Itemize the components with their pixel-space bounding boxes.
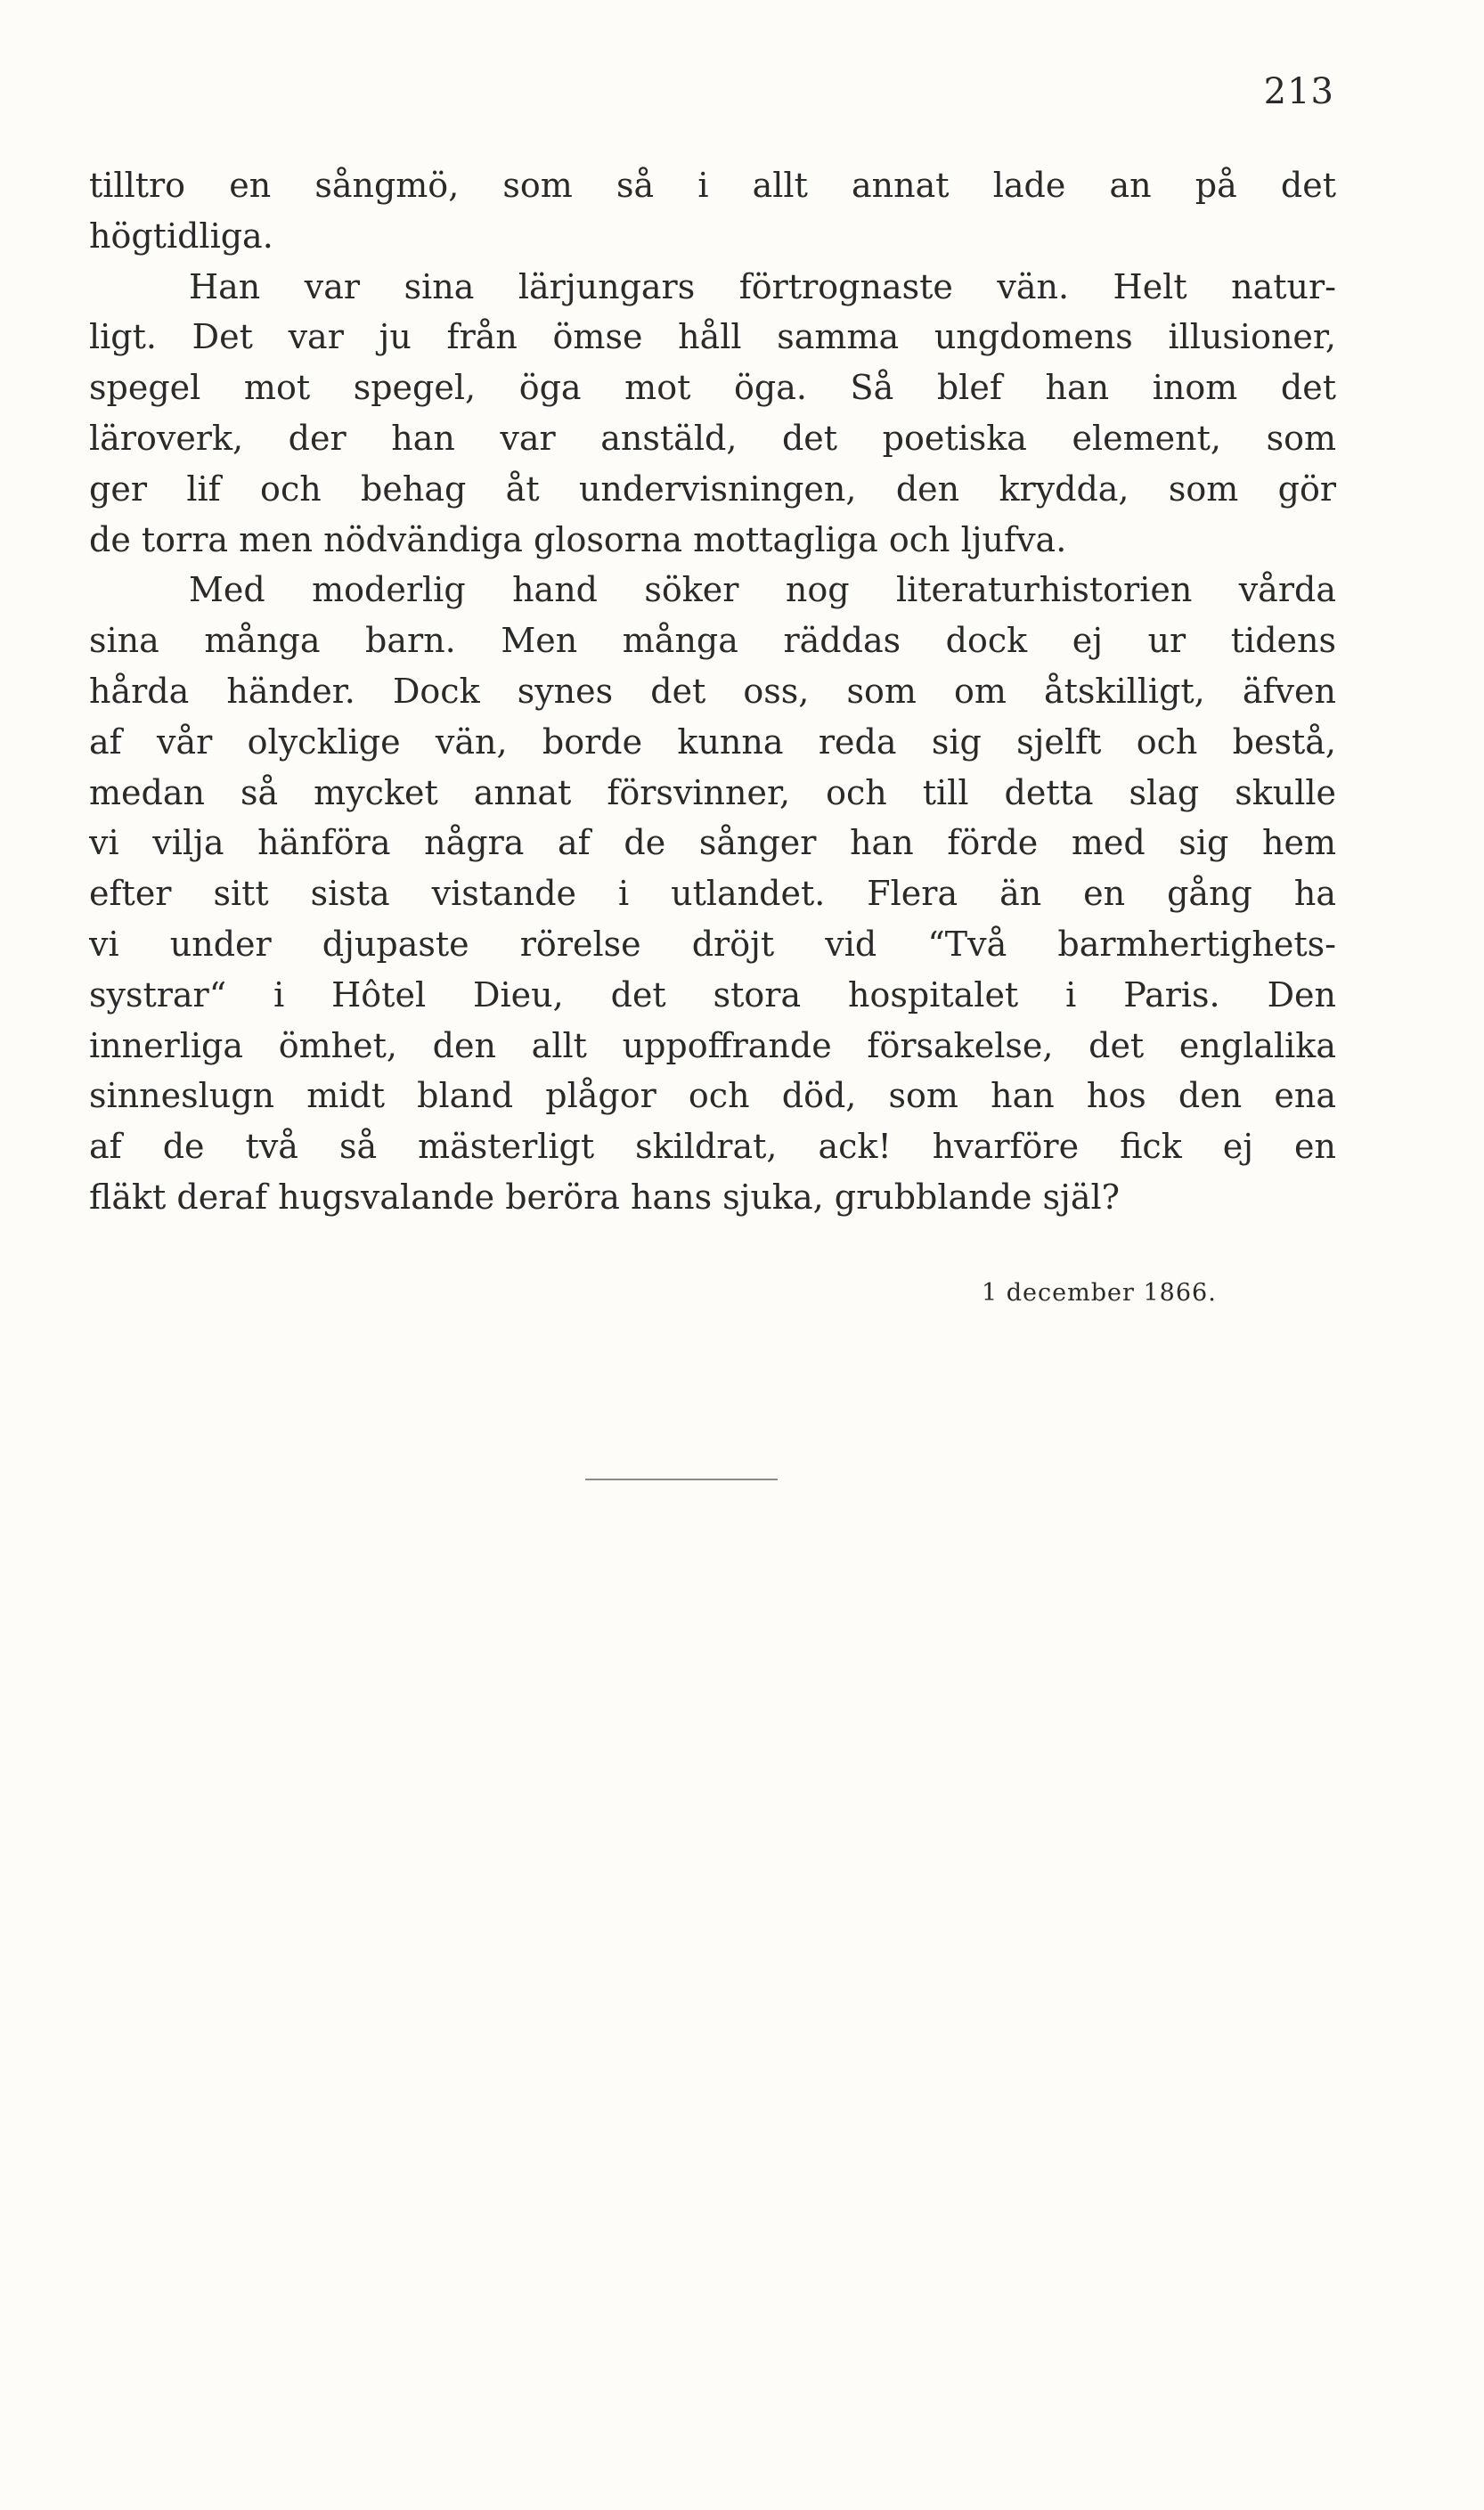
text-line: de torra men nödvändiga glosorna mottagliga och ljufva. xyxy=(89,519,1067,559)
text-line: medan så mycket annat försvinner, och till detta slag skulle xyxy=(89,772,1336,812)
page-number: 213 xyxy=(1263,71,1334,112)
text-line: läroverk, der han var anstäld, det poetiska element, som xyxy=(89,418,1336,458)
text-line: vi under djupaste rörelse dröjt vid “Två barmhertighets- xyxy=(89,924,1336,964)
text-line: ger lif och behag åt undervisningen, den krydda, som gör xyxy=(89,469,1336,509)
text-line: Han var sina lärjungars förtrognaste vän. Helt natur- xyxy=(189,266,1336,306)
text-line: systrar“ i Hôtel Dieu, det stora hospitalet i Paris. Den xyxy=(89,974,1336,1015)
dateline: 1 december 1866. xyxy=(982,1279,1217,1307)
text-line: af de två så mästerligt skildrat, ack! hvarföre fick ej en xyxy=(89,1127,1336,1167)
text-line: tilltro en sångmö, som så i allt annat lade an på det xyxy=(89,166,1336,205)
text-line: högtidliga. xyxy=(89,216,273,256)
text-line: innerliga ömhet, den allt uppoffrande försakelse, det englalika xyxy=(89,1025,1336,1065)
text-line: spegel mot spegel, öga mot öga. Så blef han inom det xyxy=(89,368,1336,408)
text-line: vi vilja hänföra några af de sånger han förde med sig hem xyxy=(89,823,1336,863)
text-line: sinneslugn midt bland plågor och död, som han hos den ena xyxy=(89,1076,1336,1116)
text-line: efter sitt sista vistande i utlandet. Flera än en gång ha xyxy=(89,874,1336,914)
divider-rule xyxy=(585,1479,778,1480)
text-line: hårda händer. Dock synes det oss, som om åtskilligt, äfven xyxy=(89,671,1336,711)
body-text xyxy=(89,160,1336,1223)
text-line: af vår olycklige vän, borde kunna reda sig sjelft och bestå, xyxy=(89,721,1336,762)
text-line: Med moderlig hand söker nog literaturhistorien vårda xyxy=(189,570,1336,610)
text-line: ligt. Det var ju från ömse håll samma ungdomens illusioner, xyxy=(89,317,1336,357)
text-line: sina många barn. Men många räddas dock ej ur tidens xyxy=(89,621,1336,661)
text-line: fläkt deraf hugsvalande beröra hans sjuka, grubblande själ? xyxy=(89,1177,1121,1217)
